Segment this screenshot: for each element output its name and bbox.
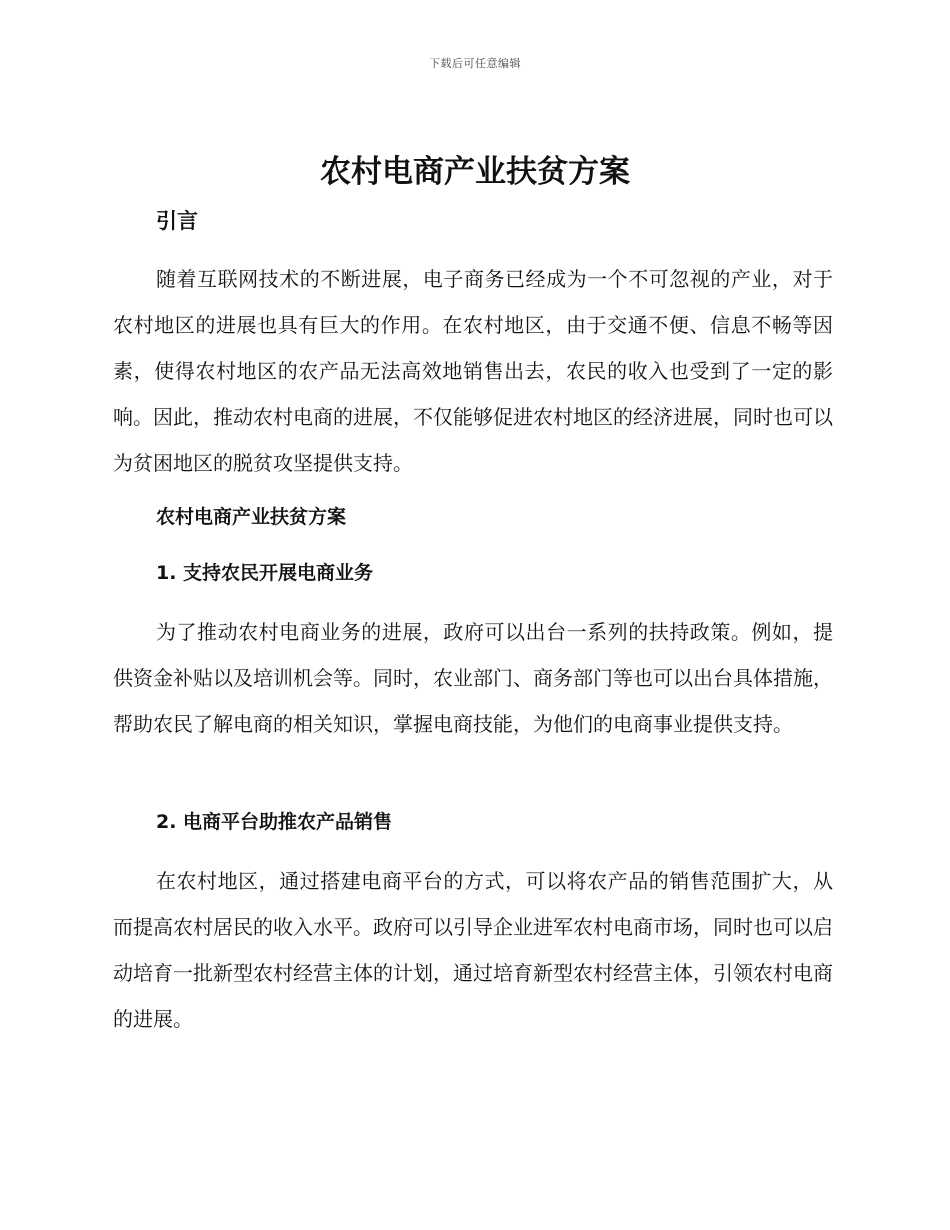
section-2-heading: 2. 电商平台助推农产品销售 (156, 811, 393, 833)
intro-heading: 引言 (156, 209, 198, 233)
section-2-paragraph: 在农村地区，通过搭建电商平台的方式，可以将农产品的销售范围扩大，从而提高农村居民的收入水平。政府可以引导企业进军农村电商市场，同时也可以启动培育一批新型农村经营主体的计划，通过培育新型农村经营主体，引领农村电商的进展。 (113, 869, 833, 1031)
plan-heading: 农村电商产业扶贫方案 (156, 506, 347, 528)
section-1-paragraph: 为了推动农村电商业务的进展，政府可以出台一系列的扶持政策。例如，提供资金补贴以及培训机会等。同时，农业部门、商务部门等也可以出台具体措施，帮助农民了解电商的相关知识，掌握电商技能，为他们的电商事业提供支持。 (113, 620, 833, 736)
page-header-note: 下载后可任意编辑 (429, 57, 521, 70)
document-title: 农村电商产业扶贫方案 (320, 154, 630, 190)
section-1-heading: 1. 支持农民开展电商业务 (156, 562, 374, 584)
intro-paragraph: 随着互联网技术的不断进展，电子商务已经成为一个不可忽视的产业，对于农村地区的进展也具有巨大的作用。在农村地区，由于交通不便、信息不畅等因素，使得农村地区的农产品无法高效地销售出去，农民的收入也受到了一定的影响。因此，推动农村电商的进展，不仅能够促进农村地区的经济进展，同时也可以为贫困地区的脱贫攻坚提供支持。 (113, 267, 833, 475)
